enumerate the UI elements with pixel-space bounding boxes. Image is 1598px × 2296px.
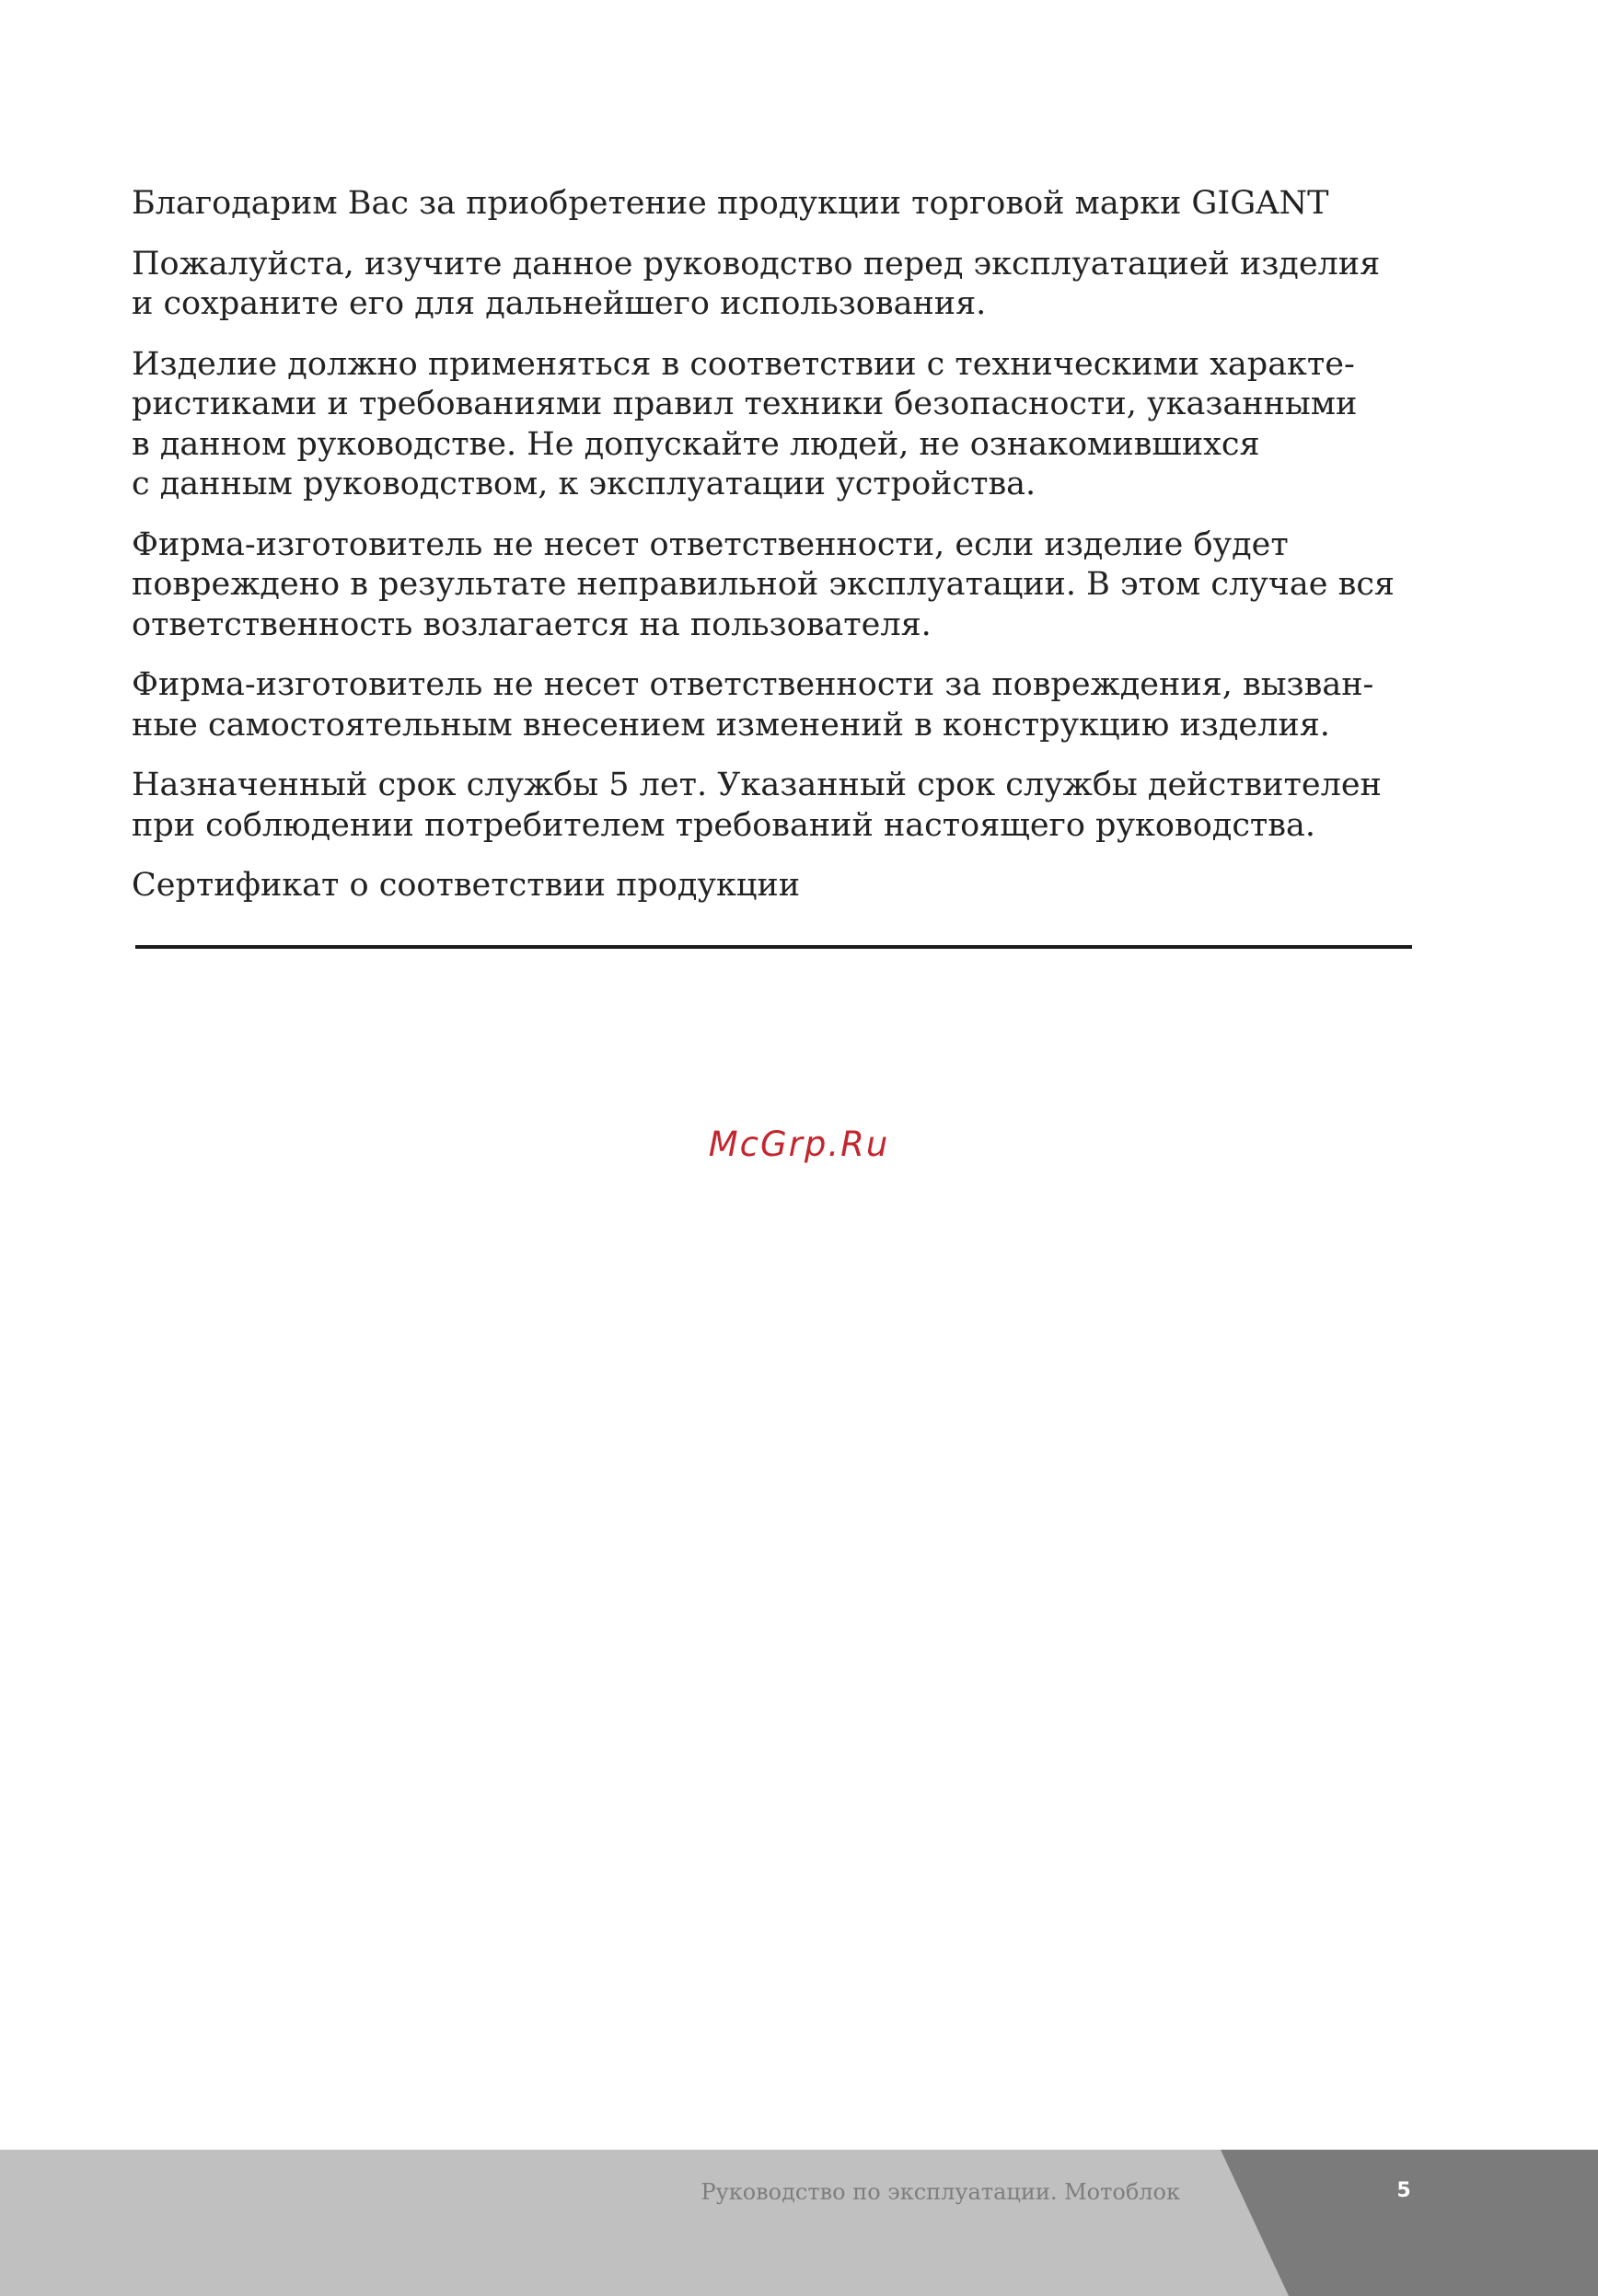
paragraph-thanks: Благодарим Вас за приобретение продукции торговой марки GIGANT bbox=[132, 185, 1329, 222]
paragraph-usage-rules: Изделие должно применяться в соответствии с техническими характе- ристиками и требованиями правил техники безопасности, указанными в данном руководстве. Не допускайте людей, не ознакомившихся с данным руководством, к эксплуатации устройства. bbox=[132, 345, 1358, 502]
watermark-link[interactable]: McGrp.Ru bbox=[708, 1125, 890, 1164]
intro-text bbox=[132, 184, 1420, 927]
footer-title: Руководство по эксплуатации. Мотоблок bbox=[701, 2179, 1180, 2205]
paragraph-service-life: Назначенный срок службы 5 лет. Указанный срок службы действителен при соблюдении потребителем требований настоящего руководства. bbox=[132, 767, 1382, 844]
page-footer bbox=[0, 2150, 1598, 2296]
paragraph-liability-modification: Фирма-изготовитель не несет ответственности за повреждения, вызван- ные самостоятельным внесением изменений в конструкцию изделия. bbox=[132, 666, 1374, 744]
footer-tab-shape bbox=[0, 2150, 1598, 2296]
paragraph-liability-misuse: Фирма-изготовитель не несет ответственности, если изделие будет повреждено в результате неправильной эксплуатации. В этом случае вся ответственность возлагается на пользователя. bbox=[132, 525, 1395, 643]
certificate-line bbox=[135, 945, 1412, 949]
paragraph-certificate: Сертификат о соответствии продукции bbox=[132, 867, 801, 904]
paragraph-read-manual: Пожалуйста, изучите данное руководство перед эксплуатацией изделия и сохраните его для дальнейшего использования. bbox=[132, 245, 1381, 322]
page-number: 5 bbox=[1396, 2179, 1411, 2202]
